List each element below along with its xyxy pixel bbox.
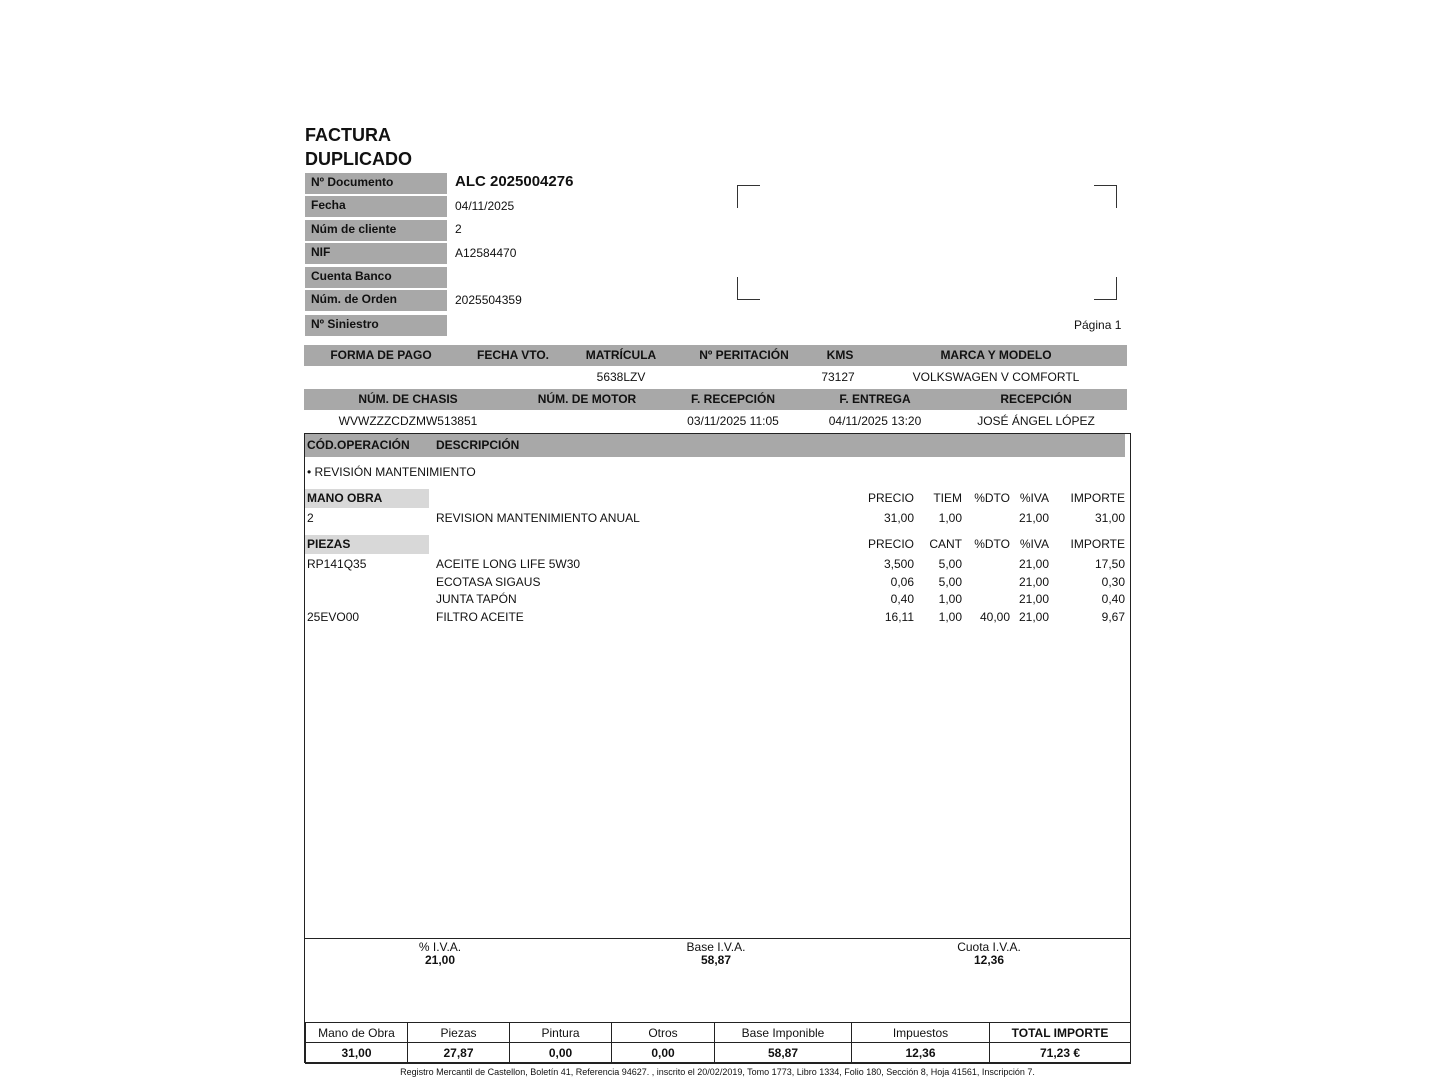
parts-amount-header: IMPORTE bbox=[1070, 537, 1125, 551]
part-quantity: 1,00 bbox=[938, 610, 962, 624]
part-quantity: 5,00 bbox=[938, 557, 962, 571]
client-number-label: Núm de cliente bbox=[305, 220, 447, 241]
parts-total-label: Piezas bbox=[408, 1023, 510, 1043]
claim-number-label: Nº Siniestro bbox=[305, 315, 447, 336]
doc-number-label: Nº Documento bbox=[305, 173, 447, 194]
address-window-corner bbox=[737, 277, 760, 300]
description-header: DESCRIPCIÓN bbox=[436, 438, 520, 452]
parts-quantity-header: CANT bbox=[929, 537, 962, 551]
paint-total-value: 0,00 bbox=[510, 1043, 612, 1064]
others-total-label: Otros bbox=[612, 1023, 715, 1043]
total-amount-label: TOTAL IMPORTE bbox=[990, 1023, 1131, 1043]
kms-header: KMS bbox=[826, 348, 854, 362]
bank-account-label: Cuenta Banco bbox=[305, 267, 447, 288]
reception-date-header: F. RECEPCIÓN bbox=[690, 392, 775, 406]
doc-number-value: ALC 2025004276 bbox=[455, 173, 574, 190]
items-header-bar bbox=[305, 434, 1125, 457]
part-price: 3,500 bbox=[883, 557, 914, 571]
labor-time: 1,00 bbox=[938, 511, 962, 525]
labor-total-value: 31,00 bbox=[306, 1043, 408, 1064]
address-window-corner bbox=[737, 185, 760, 208]
order-number-value: 2025504359 bbox=[455, 293, 522, 307]
labor-vat: 21,00 bbox=[1018, 511, 1049, 525]
vat-base-value: 58,87 bbox=[700, 953, 732, 967]
kms-value: 73127 bbox=[821, 370, 855, 384]
part-amount: 0,30 bbox=[1101, 575, 1125, 589]
plate-header: MATRÍCULA bbox=[585, 348, 657, 362]
part-vat: 21,00 bbox=[1018, 557, 1049, 571]
items-box bbox=[304, 433, 1131, 1063]
engine-number-header: NÚM. DE MOTOR bbox=[537, 392, 637, 406]
address-window-corner bbox=[1094, 277, 1117, 300]
labor-amount-header: IMPORTE bbox=[1070, 491, 1125, 505]
parts-section-title: PIEZAS bbox=[307, 537, 351, 551]
taxes-label: Impuestos bbox=[852, 1023, 990, 1043]
part-amount: 17,50 bbox=[1094, 557, 1125, 571]
registry-footer: Registro Mercantil de Castellon, Boletín 41, Referencia 94627. , inscrito el 20/02/2019, Tomo 1773, Libro 1334, Folio 180, Sección 8, Hoja 41561, Inscripción 7. bbox=[400, 1067, 1035, 1077]
labor-amount: 31,00 bbox=[1094, 511, 1125, 525]
labor-discount-header: %DTO bbox=[974, 491, 1010, 505]
part-quantity: 1,00 bbox=[938, 592, 962, 606]
part-discount: 40,00 bbox=[979, 610, 1010, 624]
parts-total-value: 27,87 bbox=[408, 1043, 510, 1064]
delivery-date-header: F. ENTREGA bbox=[839, 392, 911, 406]
part-price: 16,11 bbox=[884, 610, 914, 624]
part-price: 0,06 bbox=[890, 575, 914, 589]
reception-date-value: 03/11/2025 11:05 bbox=[687, 414, 779, 428]
reception-person-header: RECEPCIÓN bbox=[1000, 392, 1072, 406]
parts-vat-header: %IVA bbox=[1019, 537, 1049, 551]
labor-price-header: PRECIO bbox=[867, 491, 914, 505]
labor-price: 31,00 bbox=[883, 511, 914, 525]
vat-percent-label: % I.V.A. bbox=[418, 940, 462, 954]
plate-value: 5638LZV bbox=[596, 370, 646, 384]
operation-title: • REVISIÓN MANTENIMIENTO bbox=[307, 465, 476, 479]
delivery-date-value: 04/11/2025 13:20 bbox=[828, 414, 922, 428]
nif-value: A12584470 bbox=[455, 246, 517, 260]
operation-code-header: CÓD.OPERACIÓN bbox=[307, 438, 410, 452]
others-total-value: 0,00 bbox=[612, 1043, 715, 1064]
part-vat: 21,00 bbox=[1018, 592, 1049, 606]
chassis-value: WVWZZZCDZMW513851 bbox=[338, 414, 478, 428]
vat-quota-label: Cuota I.V.A. bbox=[957, 940, 1021, 954]
date-label: Fecha bbox=[305, 196, 447, 217]
totals-table bbox=[305, 1022, 1131, 1064]
labor-vat-header: %IVA bbox=[1019, 491, 1049, 505]
part-code: RP141Q35 bbox=[307, 557, 367, 571]
chassis-header: NÚM. DE CHASIS bbox=[358, 392, 458, 406]
labor-code: 2 bbox=[307, 511, 314, 525]
labor-description: REVISION MANTENIMIENTO ANUAL bbox=[436, 511, 640, 525]
taxable-base-value: 58,87 bbox=[715, 1043, 852, 1064]
due-date-header: FECHA VTO. bbox=[476, 348, 549, 362]
address-window-corner bbox=[1094, 185, 1117, 208]
parts-price-header: PRECIO bbox=[867, 537, 914, 551]
make-model-header: MARCA Y MODELO bbox=[940, 348, 1052, 362]
part-description: FILTRO ACEITE bbox=[436, 610, 524, 624]
part-code: 25EVO00 bbox=[307, 610, 360, 624]
taxable-base-label: Base Imponible bbox=[715, 1023, 852, 1043]
labor-total-label: Mano de Obra bbox=[306, 1023, 408, 1043]
date-value: 04/11/2025 bbox=[455, 199, 515, 213]
total-amount-value: 71,23 € bbox=[990, 1043, 1131, 1064]
part-price: 0,40 bbox=[890, 592, 914, 606]
make-model-value: VOLKSWAGEN V COMFORTL bbox=[912, 370, 1080, 384]
invoice-subtitle: DUPLICADO bbox=[305, 149, 412, 169]
nif-label: NIF bbox=[305, 243, 447, 264]
reception-person-value: JOSÉ ÁNGEL LÓPEZ bbox=[977, 414, 1095, 428]
part-vat: 21,00 bbox=[1018, 575, 1049, 589]
totals-values-row bbox=[306, 1043, 1131, 1064]
client-number-value: 2 bbox=[455, 222, 462, 236]
paint-total-label: Pintura bbox=[510, 1023, 612, 1043]
vat-quota-value: 12,36 bbox=[973, 953, 1005, 967]
invoice-title: FACTURA bbox=[305, 125, 391, 145]
appraisal-number-header: Nº PERITACIÓN bbox=[699, 348, 789, 362]
labor-section-title: MANO OBRA bbox=[307, 491, 383, 505]
part-vat: 21,00 bbox=[1018, 610, 1049, 624]
vat-percent-value: 21,00 bbox=[424, 953, 456, 967]
parts-discount-header: %DTO bbox=[974, 537, 1010, 551]
order-number-label: Núm. de Orden bbox=[305, 290, 447, 311]
part-description: ACEITE LONG LIFE 5W30 bbox=[436, 557, 581, 571]
part-description: ECOTASA SIGAUS bbox=[436, 575, 541, 589]
payment-method-header: FORMA DE PAGO bbox=[330, 348, 432, 362]
part-quantity: 5,00 bbox=[938, 575, 962, 589]
totals-labels-row bbox=[306, 1023, 1131, 1043]
page-number: Página 1 bbox=[1074, 318, 1122, 332]
part-description: JUNTA TAPÓN bbox=[436, 592, 517, 606]
taxes-value: 12,36 bbox=[852, 1043, 990, 1064]
labor-time-header: TIEM bbox=[933, 491, 962, 505]
part-amount: 9,67 bbox=[1101, 610, 1125, 624]
vat-base-label: Base I.V.A. bbox=[686, 940, 746, 954]
part-amount: 0,40 bbox=[1101, 592, 1125, 606]
vat-divider bbox=[305, 938, 1130, 939]
